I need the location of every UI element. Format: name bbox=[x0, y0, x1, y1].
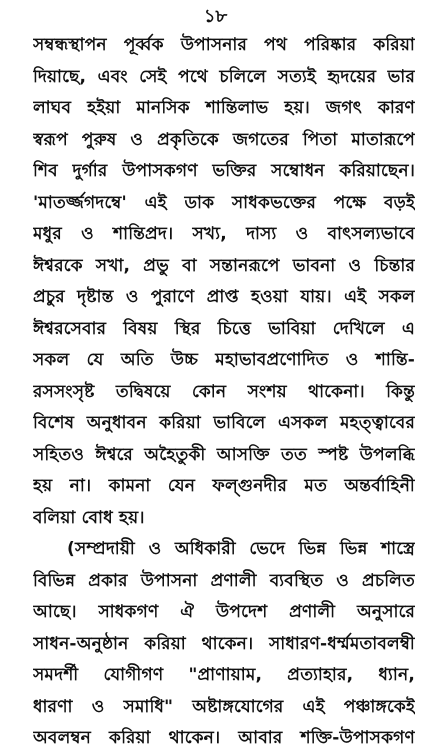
text-line: অবলম্বন করিয়া থাকেন। আবার শক্তি-উপাসকগণ bbox=[33, 728, 415, 748]
text-line: সহিতও ঈশ্বরে অহৈতুকী আসক্তি তত স্পষ্ট উপলব্ধি bbox=[33, 444, 415, 465]
text-line: সকল যে অতি উচ্চ মহাভাবপ্রণোদিত ও শান্তি- bbox=[33, 350, 415, 370]
text-line: হয় না। কামনা যেন ফল্গুনদীর মত অন্তর্বাহিনী bbox=[33, 476, 415, 496]
text-line: ঈশ্বরসেবার বিষয় স্থির চিত্তে ভাবিয়া দেখিলে এ bbox=[33, 318, 415, 339]
text-line: দিয়াছে, এবং সেই পথে চলিলে সত্যই হৃদয়ের ভার bbox=[33, 66, 415, 87]
page-number: ১৮ bbox=[203, 6, 228, 27]
text-line: বিশেষ অনুধাবন করিয়া ভাবিলে এসকল মহত্ত্বাবের bbox=[33, 413, 415, 433]
text-line: বলিয়া বোধ হয়। bbox=[33, 507, 145, 528]
text-line: স্বরূপ পুরুষ ও প্রকৃতিকে জগতের পিতা মাতারূপে bbox=[33, 129, 415, 150]
text-line: ধারণা ও সমাধি" অষ্টাঙ্গযোগের এই পঞ্চাঙ্গকেই bbox=[33, 696, 415, 717]
text-line: সাধন-অনুষ্ঠান করিয়া থাকেন। সাধারণ-ধর্ম্মমতাবলম্বী bbox=[33, 633, 415, 654]
text-line: রসসংসৃষ্ট তদ্বিষয়ে কোন সংশয় থাকেনা। কিন্তু bbox=[33, 381, 415, 402]
text-line: মধুর ও শান্তিপ্রদ। সখ্য, দাস্য ও বাৎসল্যভাবে bbox=[33, 224, 415, 244]
text-line: সমদর্শী যোগীগণ "প্রাণায়াম, প্রত্যাহার, ধ্যান, bbox=[33, 665, 415, 685]
text-line: বিভিন্ন প্রকার উপাসনা প্রণালী ব্যবস্থিত ও প্রচলিত bbox=[33, 570, 415, 591]
text-line: লাঘব হইয়া মানসিক শান্তিলাভ হয়। জগৎ কারণ bbox=[33, 98, 415, 118]
text-line: ঈশ্বরকে সখা, প্রভু বা সন্তানরূপে ভাবনা ও চিন্তার bbox=[33, 255, 415, 276]
text-line: সম্বন্ধস্থাপন পূর্ব্বক উপাসনার পথ পরিষ্কার করিয়া bbox=[33, 35, 415, 55]
text-line: (সম্প্রদায়ী ও অধিকারী ভেদে ভিন্ন ভিন্ন শাস্ত্রে bbox=[67, 539, 415, 559]
text-line: 'মাতর্জ্জগদম্বে' এই ডাক সাধকভক্তের পক্ষে বড়ই bbox=[33, 192, 415, 213]
text-line: আছে। সাধকগণ ঐ উপদেশ প্রণালী অনুসারে bbox=[33, 602, 415, 622]
text-line: প্রচুর দৃষ্টান্ত ও পুরাণে প্রাপ্ত হওয়া যায়। এই সকল bbox=[33, 287, 415, 307]
body-text bbox=[33, 30, 415, 755]
text-line: শিব দুর্গার উপাসকগণ ভক্তির সম্বোধন করিয়াছেন। bbox=[33, 161, 415, 181]
